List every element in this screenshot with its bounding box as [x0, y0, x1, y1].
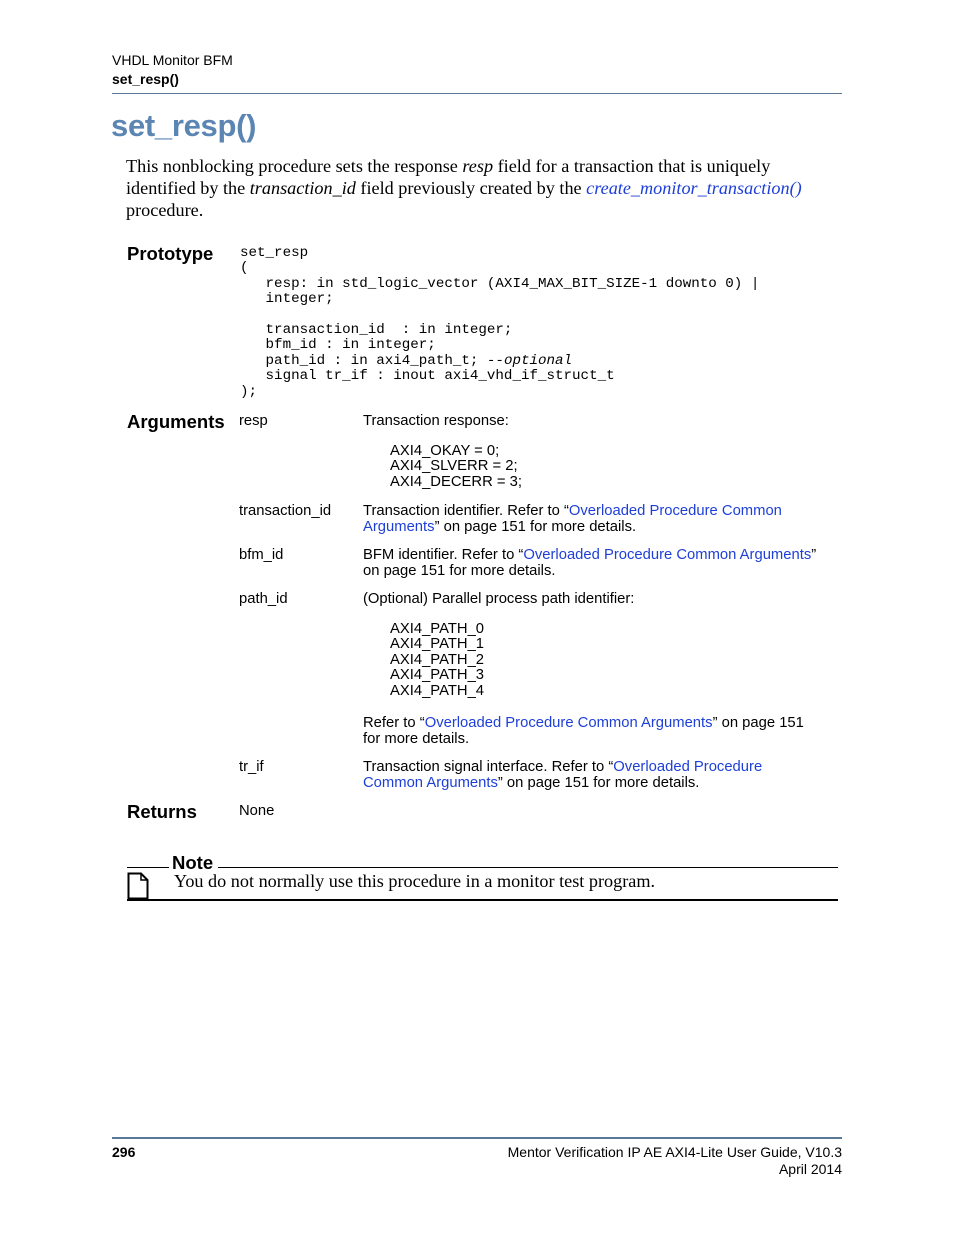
- running-header-subsection: set_resp(): [112, 71, 179, 87]
- path-id-page-ref: ” on page 151: [712, 715, 804, 731]
- intro-text-3: field previously created by the: [355, 178, 587, 198]
- transaction-id-page-ref: ” on page 151 for more details.: [434, 519, 637, 535]
- proto-line: integer;: [240, 291, 334, 308]
- path-id-value: AXI4_PATH_4: [390, 682, 485, 699]
- page-title: set_resp(): [111, 108, 257, 143]
- arg-desc-transaction-id: [363, 503, 843, 535]
- proto-line: transaction_id : in integer;: [240, 322, 513, 339]
- arg-desc-resp: Transaction response:: [363, 413, 509, 429]
- bfm-id-page-ref: on page 151 for more details.: [363, 563, 556, 579]
- path-id-value: AXI4_PATH_2: [390, 651, 485, 668]
- tr-if-desc-text: Transaction signal interface. Refer to “: [363, 759, 614, 775]
- prototype-label: Prototype: [127, 243, 214, 264]
- returns-label: Returns: [127, 801, 197, 822]
- overloaded-args-link[interactable]: Arguments: [363, 519, 435, 535]
- arg-name-bfm-id: bfm_id: [239, 547, 284, 563]
- proto-line: set_resp: [240, 245, 309, 261]
- running-header-section: VHDL Monitor BFM: [112, 52, 233, 68]
- proto-line: (: [240, 260, 249, 277]
- overloaded-args-link[interactable]: Overloaded Procedure Common: [568, 503, 782, 519]
- note-rule-right: [218, 867, 838, 868]
- path-id-value-list: [390, 622, 484, 699]
- path-id-for-more: for more details.: [363, 731, 470, 747]
- path-id-value: AXI4_PATH_3: [390, 667, 485, 684]
- path-id-refer-text: Refer to “: [363, 715, 425, 731]
- intro-transaction-id-term: transaction_id: [249, 178, 356, 198]
- proto-line: resp: in std_logic_vector (AXI4_MAX_BIT_SIZE-1 downto 0) |: [240, 275, 760, 292]
- note-label: Note: [172, 852, 214, 873]
- returns-value: None: [239, 803, 275, 819]
- arguments-label: Arguments: [127, 411, 225, 432]
- overloaded-args-link[interactable]: Overloaded Procedure Common Arguments: [424, 715, 713, 731]
- note-rule-left: [127, 867, 169, 868]
- intro-text-4: procedure.: [126, 200, 204, 220]
- page-number: 296: [112, 1144, 136, 1160]
- resp-value: AXI4_DECERR = 3;: [390, 473, 522, 490]
- intro-resp-term: resp: [462, 156, 494, 176]
- intro-text-2: field for a transaction that is uniquely identified by the: [126, 156, 771, 198]
- note-text: You do not normally use this procedure in a monitor test program.: [174, 871, 656, 891]
- footer-date: April 2014: [778, 1161, 842, 1177]
- proto-line: );: [240, 383, 258, 400]
- create-monitor-transaction-link[interactable]: create_monitor_transaction(): [586, 178, 802, 198]
- proto-line: signal tr_if : inout axi4_vhd_if_struct_t: [240, 368, 615, 385]
- tr-if-page-ref: ” on page 151 for more details.: [497, 775, 700, 791]
- intro-text-1: This nonblocking procedure sets the response: [126, 156, 463, 176]
- arg-name-transaction-id: transaction_id: [239, 503, 332, 519]
- overloaded-args-link[interactable]: Common Arguments: [363, 775, 498, 791]
- resp-value: AXI4_OKAY = 0;: [390, 443, 500, 459]
- arg-desc-bfm-id: [363, 547, 843, 579]
- proto-optional-comment: optional: [503, 352, 573, 369]
- resp-value-list: [390, 444, 522, 490]
- footer-divider: [112, 1137, 842, 1139]
- header-divider: [112, 93, 842, 94]
- overloaded-args-link[interactable]: Overloaded Procedure: [613, 759, 763, 775]
- arg-desc-path-id: (Optional) Parallel process path identifier:: [363, 591, 635, 607]
- bfm-id-close-quote: ”: [811, 547, 817, 563]
- intro-paragraph: [126, 155, 836, 221]
- note-bottom-rule: [127, 899, 838, 901]
- bfm-id-desc-text: BFM identifier. Refer to “: [363, 547, 524, 563]
- path-id-value: AXI4_PATH_1: [390, 636, 485, 653]
- footer-doc-title: Mentor Verification IP AE AXI4-Lite User Guide, V10.3: [507, 1144, 842, 1160]
- proto-line: bfm_id : in integer;: [240, 337, 436, 354]
- arg-desc-tr-if: [363, 759, 843, 791]
- prototype-code: [240, 246, 759, 400]
- transaction-id-desc-text: Transaction identifier. Refer to “: [363, 503, 569, 519]
- arg-name-tr-if: tr_if: [239, 759, 264, 775]
- arg-name-path-id: path_id: [239, 591, 288, 607]
- proto-line: path_id : in axi4_path_t; --: [240, 352, 504, 369]
- resp-value: AXI4_SLVERR = 2;: [390, 458, 518, 475]
- arg-name-resp: resp: [239, 413, 268, 429]
- path-id-refer: [363, 715, 843, 747]
- path-id-value: AXI4_PATH_0: [390, 621, 485, 637]
- overloaded-args-link[interactable]: Overloaded Procedure Common Arguments: [523, 547, 812, 563]
